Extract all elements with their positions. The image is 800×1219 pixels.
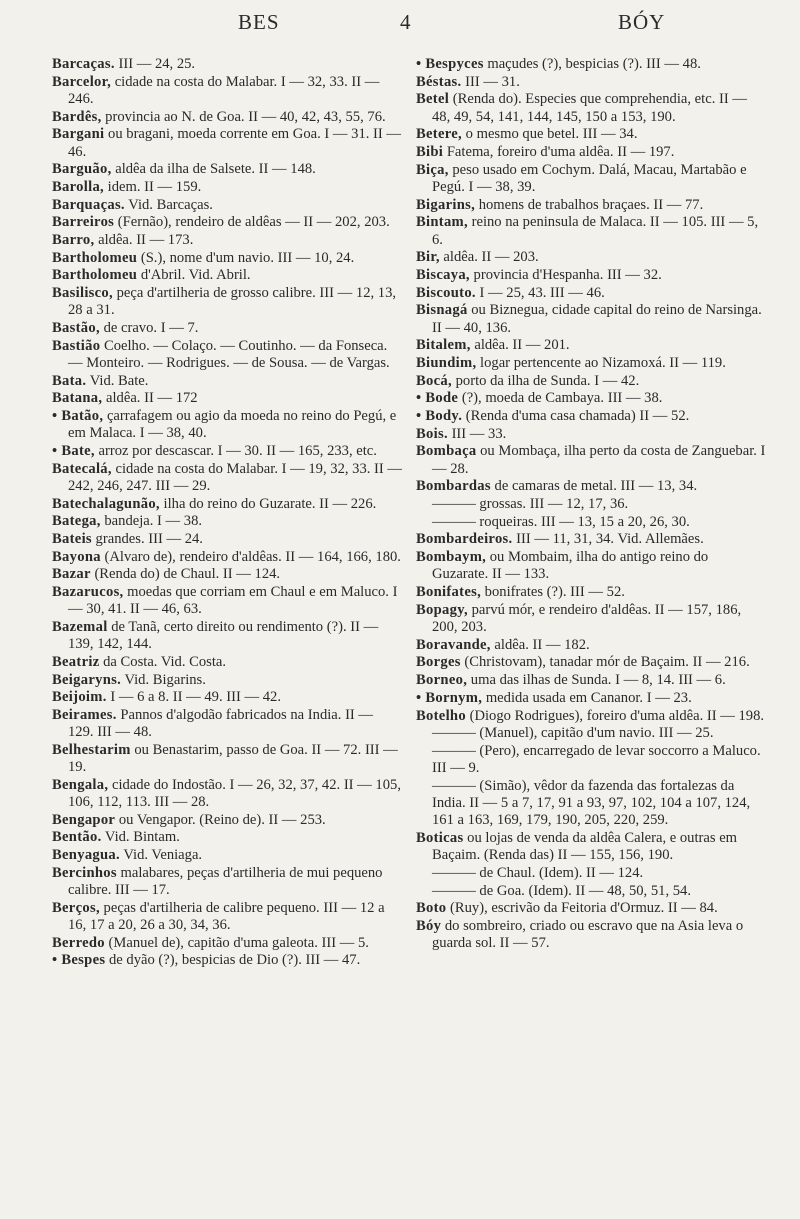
entry-text: (Fernão), rendeiro de aldêas — II — 202, 203.	[114, 214, 390, 231]
index-entry	[52, 109, 402, 126]
entry-text: Vid. Bintam.	[101, 829, 180, 846]
entry-text: III — 33.	[447, 425, 507, 442]
entry-headword: Bombaça	[416, 443, 477, 460]
entry-headword: Boravande,	[416, 636, 491, 653]
index-entry	[416, 531, 766, 548]
index-entry	[52, 513, 402, 530]
index-entry	[416, 285, 766, 302]
entry-text: ——— (Manuel), capitão d'um navio. III — 25.	[432, 725, 714, 742]
index-entry	[416, 267, 766, 284]
index-entry	[52, 829, 402, 846]
index-entry	[52, 214, 402, 231]
entry-headword: Bazemal	[52, 619, 108, 635]
index-entry	[416, 708, 766, 725]
entry-text: homens de trabalhos braçaes. II — 77.	[475, 196, 704, 213]
entry-text: parvú mór, e rendeiro d'aldêas. II — 157, 186, 200, 203.	[432, 601, 742, 635]
entry-text: (Ruy), escrivão da Feitoria d'Ormuz. II — 84.	[446, 900, 718, 917]
entry-headword: Bopagy,	[416, 601, 468, 618]
entry-headword: Biundim,	[416, 354, 477, 371]
index-entry	[416, 373, 766, 390]
entry-headword: Beijoim.	[52, 689, 107, 706]
index-entry	[52, 742, 402, 776]
entry-headword: Bengala,	[52, 776, 109, 793]
index-entry	[416, 56, 766, 73]
index-entry	[52, 935, 402, 952]
index-entry	[416, 865, 766, 882]
entry-text: de dyão (?), bespicias de Dio (?). III — 47.	[105, 952, 361, 969]
entry-headword: • Batão,	[52, 408, 104, 425]
entry-headword: • Bate,	[52, 442, 95, 459]
entry-text: ou Vengapor. (Reino de). II — 253.	[115, 811, 326, 828]
entry-text: provincia d'Hespanha. III — 32.	[469, 266, 662, 283]
entry-text: ou Mombaça, ilha perto da costa de Zanguebar. I — 28.	[432, 443, 766, 477]
entry-text: peso usado em Cochym. Dalá, Macau, Martabão e Pegú. I — 38, 39.	[432, 161, 747, 195]
entry-text: Fatema, foreiro d'uma aldêa. II — 197.	[443, 144, 675, 161]
entry-headword: • Body.	[416, 408, 463, 425]
entry-headword: Borges	[416, 654, 461, 671]
index-entry	[52, 952, 402, 969]
index-entry	[416, 514, 766, 531]
index-entry	[52, 179, 402, 196]
index-entry	[52, 285, 402, 319]
index-entry	[416, 126, 766, 143]
index-column-left	[52, 56, 402, 970]
entry-text: aldêa. II — 173.	[94, 232, 194, 249]
entry-text: (Diogo Rodrigues), foreiro d'uma aldêa. II — 198.	[465, 707, 765, 724]
index-entry	[52, 461, 402, 495]
index-entry	[416, 162, 766, 196]
entry-headword: Beirames.	[52, 707, 117, 724]
entry-text: I — 25, 43. III — 46.	[475, 284, 605, 301]
entry-text: uma das ilhas de Sunda. I — 8, 14. III — 6.	[467, 672, 726, 689]
entry-text: III — 31.	[461, 73, 520, 90]
entry-text: peça d'artilheria de grosso calibre. III — 12, 13, 28 a 31.	[68, 285, 397, 319]
index-column-right	[416, 56, 766, 953]
index-entry	[416, 478, 766, 495]
entry-headword: Bargani	[52, 126, 105, 143]
entry-text: ——— de Chaul. (Idem). II — 124.	[432, 864, 644, 881]
entry-headword: Bastião	[52, 337, 101, 354]
entry-headword: Barro,	[52, 232, 95, 249]
entry-text: III — 24, 25.	[114, 56, 196, 72]
entry-text: aldêa. II — 172	[102, 390, 198, 407]
entry-text: Coelho. — Colaço. — Coutinho. — da Fonseca. — Monteiro. — Rodrigues. — de Sousa. — de Vargas.	[68, 337, 390, 371]
entry-text: da Costa. Vid. Costa.	[99, 653, 227, 670]
running-head-left: BES	[238, 10, 280, 34]
entry-text: de camaras de metal. III — 13, 34.	[490, 478, 698, 495]
entry-text: çarrafagem ou agio da moeda no reino do Pegú, e em Malaca. I — 38, 40.	[68, 408, 397, 442]
entry-text: aldêa. II — 203.	[439, 249, 539, 266]
running-head-right: BÓY	[618, 10, 666, 34]
index-entry	[52, 443, 402, 460]
index-entry	[416, 830, 766, 864]
index-entry	[416, 602, 766, 636]
index-entry	[52, 338, 402, 372]
entry-headword: Béstas.	[416, 73, 462, 90]
entry-text: moedas que corriam em Chaul e em Maluco. I — 30, 41. II — 46, 63.	[68, 584, 398, 618]
index-entry	[416, 302, 766, 336]
index-entry	[52, 672, 402, 689]
index-entry	[52, 619, 402, 653]
entry-text: cidade na costa do Malabar. I — 32, 33. II — 246.	[68, 73, 380, 107]
entry-headword: Bombaym,	[416, 549, 487, 566]
entry-text: Vid. Bate.	[86, 372, 149, 389]
index-entry	[416, 654, 766, 671]
entry-text: (Christovam), tanadar mór de Baçaim. II — 216.	[460, 654, 750, 671]
entry-headword: Biscaya,	[416, 266, 470, 283]
index-entry	[416, 672, 766, 689]
entry-headword: Borneo,	[416, 672, 468, 689]
entry-headword: Bastão,	[52, 320, 100, 337]
entry-text: Vid. Bigarins.	[121, 671, 206, 688]
entry-text: logar pertencente ao Nizamoxá. II — 119.	[476, 354, 726, 371]
entry-headword: Bir,	[416, 249, 440, 266]
entry-headword: Batechalagunão,	[52, 495, 160, 512]
entry-text: Pannos d'algodão fabricados na India. II — 129. III — 48.	[68, 707, 374, 741]
entry-text: ——— grossas. III — 12, 17, 36.	[432, 496, 629, 513]
entry-headword: Bitalem,	[416, 337, 471, 354]
entry-text: (Renda do). Especies que comprehendia, etc. II — 48, 49, 54, 141, 144, 145, 150 a 153, 190.	[432, 91, 747, 125]
entry-text: (?), moeda de Cambaya. III — 38.	[458, 390, 663, 407]
entry-headword: Berços,	[52, 899, 100, 916]
entry-headword: Boticas	[416, 829, 464, 846]
entry-headword: Batega,	[52, 513, 101, 530]
entry-headword: Bigarins,	[416, 196, 476, 213]
entry-headword: Bois.	[416, 425, 448, 442]
entry-text: ——— de Goa. (Idem). II — 48, 50, 51, 54.	[432, 882, 691, 899]
entry-headword: Biscouto.	[416, 284, 476, 301]
entry-headword: Basilisco,	[52, 285, 113, 302]
index-entry	[416, 144, 766, 161]
entry-text: malabares, peças d'artilheria de mui pequeno calibre. III — 17.	[68, 864, 383, 899]
entry-headword: Bartholomeu	[52, 267, 138, 284]
index-entry	[52, 373, 402, 390]
index-entry	[52, 865, 402, 899]
entry-text: ou Mombaim, ilha do antigo reino do Guzarate. II — 133.	[432, 549, 709, 583]
entry-headword: Bercinhos	[52, 864, 117, 881]
index-entry	[416, 496, 766, 513]
index-entry	[416, 725, 766, 742]
entry-headword: • Bode	[416, 390, 459, 407]
entry-headword: Belhestarim	[52, 741, 131, 758]
index-entry	[416, 778, 766, 830]
index-entry	[52, 496, 402, 513]
entry-text: de cravo. I — 7.	[99, 320, 199, 337]
index-entry	[416, 883, 766, 900]
index-entry	[52, 707, 402, 741]
entry-headword: Bengapor	[52, 811, 116, 828]
index-entry	[416, 91, 766, 125]
page-number: 4	[400, 10, 412, 34]
index-entry	[52, 161, 402, 178]
index-entry	[416, 197, 766, 214]
index-entry	[416, 637, 766, 654]
entry-headword: Barguão,	[52, 161, 112, 178]
index-entry	[52, 56, 402, 73]
index-entry	[416, 690, 766, 707]
entry-text: (S.), nome d'um navio. III — 10, 24.	[137, 249, 355, 266]
entry-text: do sombreiro, criado ou escravo que na Asia leva o guarda sol. II — 57.	[432, 917, 744, 952]
index-entry	[416, 249, 766, 266]
entry-headword: Berredo	[52, 934, 105, 951]
entry-headword: Bayona	[52, 548, 101, 565]
entry-headword: • Bespyces	[416, 56, 484, 72]
index-entry	[416, 390, 766, 407]
entry-text: idem. II — 159.	[104, 178, 202, 195]
entry-headword: Bartholomeu	[52, 249, 138, 266]
entry-text: aldêa. II — 182.	[490, 636, 590, 653]
entry-text: ou Benastarim, passo de Goa. II — 72. III — 19.	[68, 741, 398, 776]
entry-text: ilha do reino do Guzarate. II — 226.	[159, 495, 377, 512]
entry-text: cidade do Indostão. I — 26, 32, 37, 42. II — 105, 106, 112, 113. III — 28.	[68, 776, 401, 811]
entry-headword: Bentão.	[52, 829, 102, 846]
index-entry	[416, 584, 766, 601]
entry-headword: Barreiros	[52, 214, 115, 231]
entry-headword: Bazarucos,	[52, 584, 124, 601]
index-entry	[416, 214, 766, 248]
entry-text: III — 11, 31, 34. Vid. Allemães.	[512, 531, 704, 548]
entry-text: o mesmo que betel. III — 34.	[462, 126, 638, 143]
entry-headword: Bateis	[52, 530, 92, 547]
entry-text: peças d'artilheria de calibre pequeno. III — 12 a 16, 17 a 20, 26 a 30, 34, 36.	[68, 899, 385, 933]
entry-headword: Beatriz	[52, 653, 100, 670]
entry-headword: Betere,	[416, 126, 462, 143]
index-entry	[52, 654, 402, 671]
entry-text: grandes. III — 24.	[91, 530, 203, 547]
entry-headword: Benyagua.	[52, 847, 120, 864]
entry-headword: • Bespes	[52, 952, 106, 969]
entry-text: aldêa da ilha de Salsete. II — 148.	[111, 161, 316, 178]
index-entry	[52, 390, 402, 407]
entry-headword: Bardês,	[52, 108, 102, 125]
entry-headword: Betel	[416, 91, 450, 108]
entry-text: ——— (Simão), vêdor da fazenda das fortalezas da India. II — 5 a 7, 17, 91 a 93, 97, 102, 104 a 107, 124, 161 a 163, 169, 179, 190, 205, 220, 259.	[432, 777, 751, 829]
index-entry	[52, 549, 402, 566]
entry-text: ——— roqueiras. III — 13, 15 a 20, 26, 30.	[432, 513, 690, 530]
index-entry	[52, 197, 402, 214]
index-entry	[52, 777, 402, 811]
entry-text: provincia ao N. de Goa. II — 40, 42, 43, 55, 76.	[101, 108, 386, 125]
entry-headword: Bocá,	[416, 372, 452, 389]
entry-text: cidade na costa do Malabar. I — 19, 32, 33. II — 242, 246, 247. III — 29.	[68, 460, 403, 494]
index-entry	[416, 443, 766, 477]
entry-headword: Batecalá,	[52, 460, 112, 477]
index-entry	[52, 267, 402, 284]
entry-text: ou bragani, moeda corrente em Goa. I — 31. II — 46.	[68, 126, 402, 160]
index-entry	[52, 566, 402, 583]
entry-headword: Bombardeiros.	[416, 531, 513, 548]
index-entry	[52, 812, 402, 829]
entry-headword: Biça,	[416, 161, 449, 178]
entry-headword: Bisnagá	[416, 302, 468, 319]
entry-text: I — 6 a 8. II — 49. III — 42.	[106, 689, 281, 706]
entry-text: medida usada em Cananor. I — 23.	[482, 689, 692, 706]
entry-headword: Barcaças.	[52, 56, 115, 72]
entry-headword: Barcelor,	[52, 73, 112, 90]
index-entry	[416, 408, 766, 425]
entry-text: de Tanã, certo direito ou rendimento (?). II — 139, 142, 144.	[68, 619, 379, 653]
index-entry	[52, 250, 402, 267]
entry-headword: Bibi	[416, 144, 444, 161]
index-entry	[416, 337, 766, 354]
index-entry	[52, 531, 402, 548]
entry-text: (Renda d'uma casa chamada) II — 52.	[462, 408, 690, 425]
entry-text: ou lojas de venda da aldêa Calera, e outras em Baçaim. (Renda das) II — 155, 156, 190.	[432, 829, 738, 864]
entry-text: Vid. Barcaças.	[124, 196, 213, 213]
entry-headword: Batana,	[52, 390, 103, 407]
entry-headword: Bata.	[52, 372, 87, 389]
entry-headword: Barolla,	[52, 178, 104, 195]
entry-text: (Renda do) de Chaul. II — 124.	[90, 566, 281, 583]
entry-text: Vid. Veniaga.	[119, 847, 203, 864]
entry-text: maçudes (?), bespicias (?). III — 48.	[483, 56, 701, 72]
entry-text: ——— (Pero), encarregado de levar soccorro a Maluco. III — 9.	[432, 742, 761, 777]
entry-text: bandeja. I — 38.	[100, 513, 203, 530]
entry-text: porto da ilha de Sunda. I — 42.	[451, 372, 640, 389]
index-entry	[52, 232, 402, 249]
entry-headword: Botelho	[416, 707, 466, 724]
entry-headword: • Bornym,	[416, 689, 483, 706]
index-entry	[52, 320, 402, 337]
index-entry	[52, 74, 402, 108]
entry-text: arroz por descascar. I — 30. II — 165, 233, etc.	[94, 442, 377, 459]
entry-headword: Bazar	[52, 566, 91, 583]
entry-headword: Barquaças.	[52, 196, 125, 213]
index-entry	[52, 900, 402, 934]
entry-text: (Manuel de), capitão d'uma galeota. III — 5.	[104, 934, 369, 951]
index-entry	[416, 743, 766, 777]
index-entry	[52, 584, 402, 618]
entry-text: bonifrates (?). III — 52.	[481, 584, 625, 601]
index-entry	[416, 426, 766, 443]
entry-text: ou Biznegua, cidade capital do reino de Narsinga. II — 40, 136.	[432, 302, 762, 336]
entry-text: reino na peninsula de Malaca. II — 105. III — 5, 6.	[432, 214, 759, 248]
entry-headword: Bóy	[416, 917, 442, 934]
index-entry	[416, 918, 766, 952]
entry-headword: Bombardas	[416, 478, 491, 495]
entry-headword: Bonifates,	[416, 584, 482, 601]
index-entry	[416, 549, 766, 583]
index-entry	[416, 355, 766, 372]
page-header	[38, 8, 758, 40]
index-entry	[52, 408, 402, 442]
entry-text: aldêa. II — 201.	[470, 337, 570, 354]
entry-text: (Alvaro de), rendeiro d'aldêas. II — 164, 166, 180.	[100, 548, 401, 565]
index-entry	[52, 689, 402, 706]
index-entry	[416, 900, 766, 917]
entry-headword: Bintam,	[416, 214, 468, 231]
index-entry	[416, 74, 766, 91]
index-entry	[52, 126, 402, 160]
entry-text: d'Abril. Vid. Abril.	[137, 267, 251, 284]
entry-headword: Beigaryns.	[52, 671, 122, 688]
entry-headword: Boto	[416, 900, 447, 917]
index-entry	[52, 847, 402, 864]
